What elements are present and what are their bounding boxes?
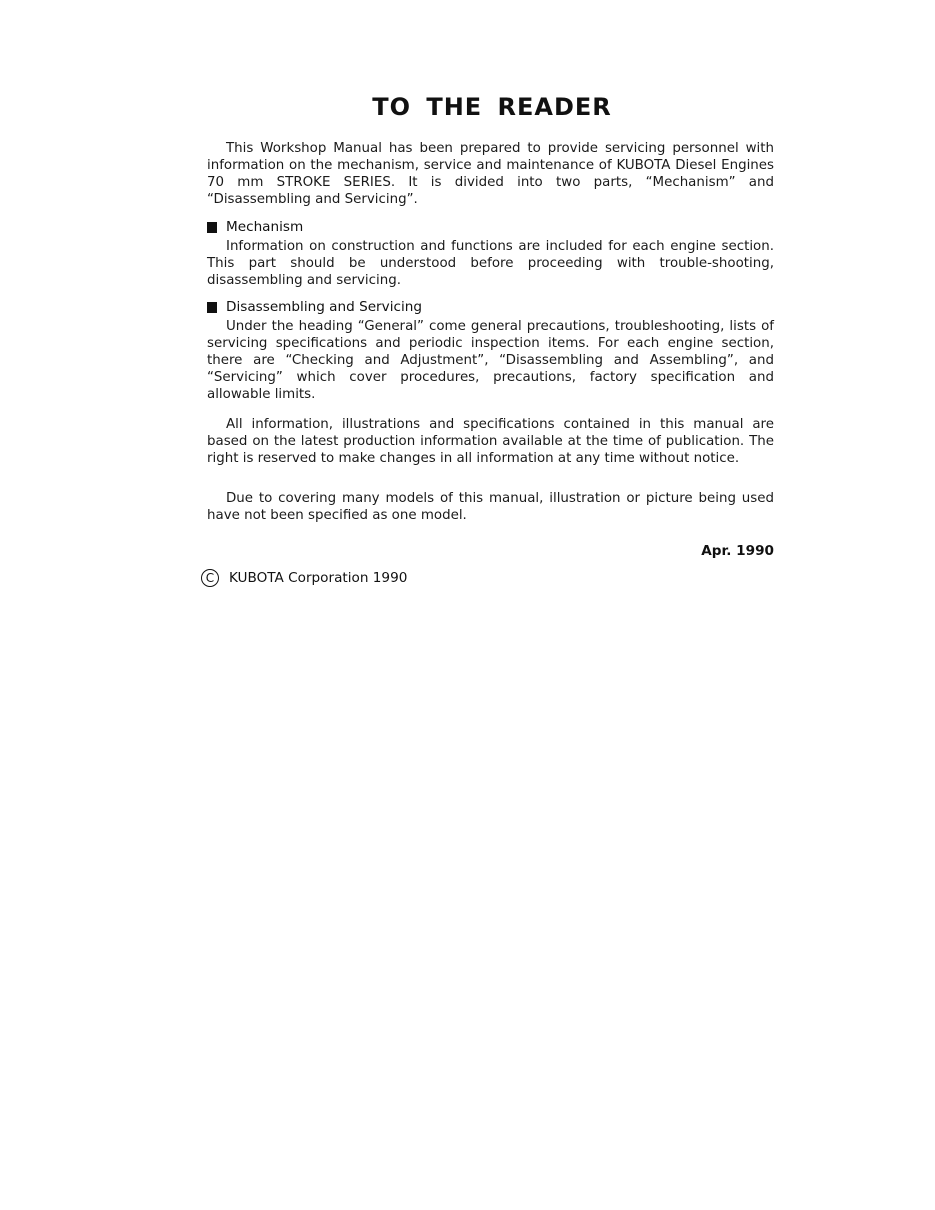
section-body-disassembling: Under the heading “General” come general precautions, troubleshooting, lists of servicing specifications and periodic inspection items. For each engine section, there are “Checking and Adjustment”, “Disassembling and Assembling”, and “Servicing” which cover procedures, precautions, factory specification and allowable limits. — [207, 319, 774, 402]
square-bullet-icon — [207, 302, 217, 313]
copyright-line — [201, 568, 407, 588]
notice-paragraph: All information, illustrations and specifications contained in this manual are based on the latest production information available at the time of publication. The right is reserved to make changes in all information at any time without notice. — [207, 417, 774, 466]
section-heading-mechanism — [207, 219, 303, 236]
copyright-text: KUBOTA Corporation 1990 — [229, 570, 408, 586]
publication-date: Apr. 1990 — [701, 543, 774, 559]
section-heading-disassembling — [207, 299, 422, 316]
copyright-icon: C — [201, 569, 219, 587]
intro-paragraph: This Workshop Manual has been prepared to provide servicing personnel with information on the mechanism, service and maintenance of KUBOTA Diesel Engines 70 mm STROKE SERIES. It is divided into two parts, “Mechanism” and “Disassembling and Servicing”. — [207, 141, 774, 207]
section-heading-label: Mechanism — [226, 219, 304, 235]
page-title: TO THE READER — [372, 93, 612, 121]
models-note-paragraph: Due to covering many models of this manual, illustration or picture being used have not been specified as one model. — [207, 491, 774, 523]
square-bullet-icon — [207, 222, 217, 233]
section-body-mechanism: Information on construction and functions are included for each engine section. This part should be understood before proceeding with trouble-shooting, disassembling and servicing. — [207, 239, 774, 288]
section-heading-label: Disassembling and Servicing — [226, 299, 422, 315]
